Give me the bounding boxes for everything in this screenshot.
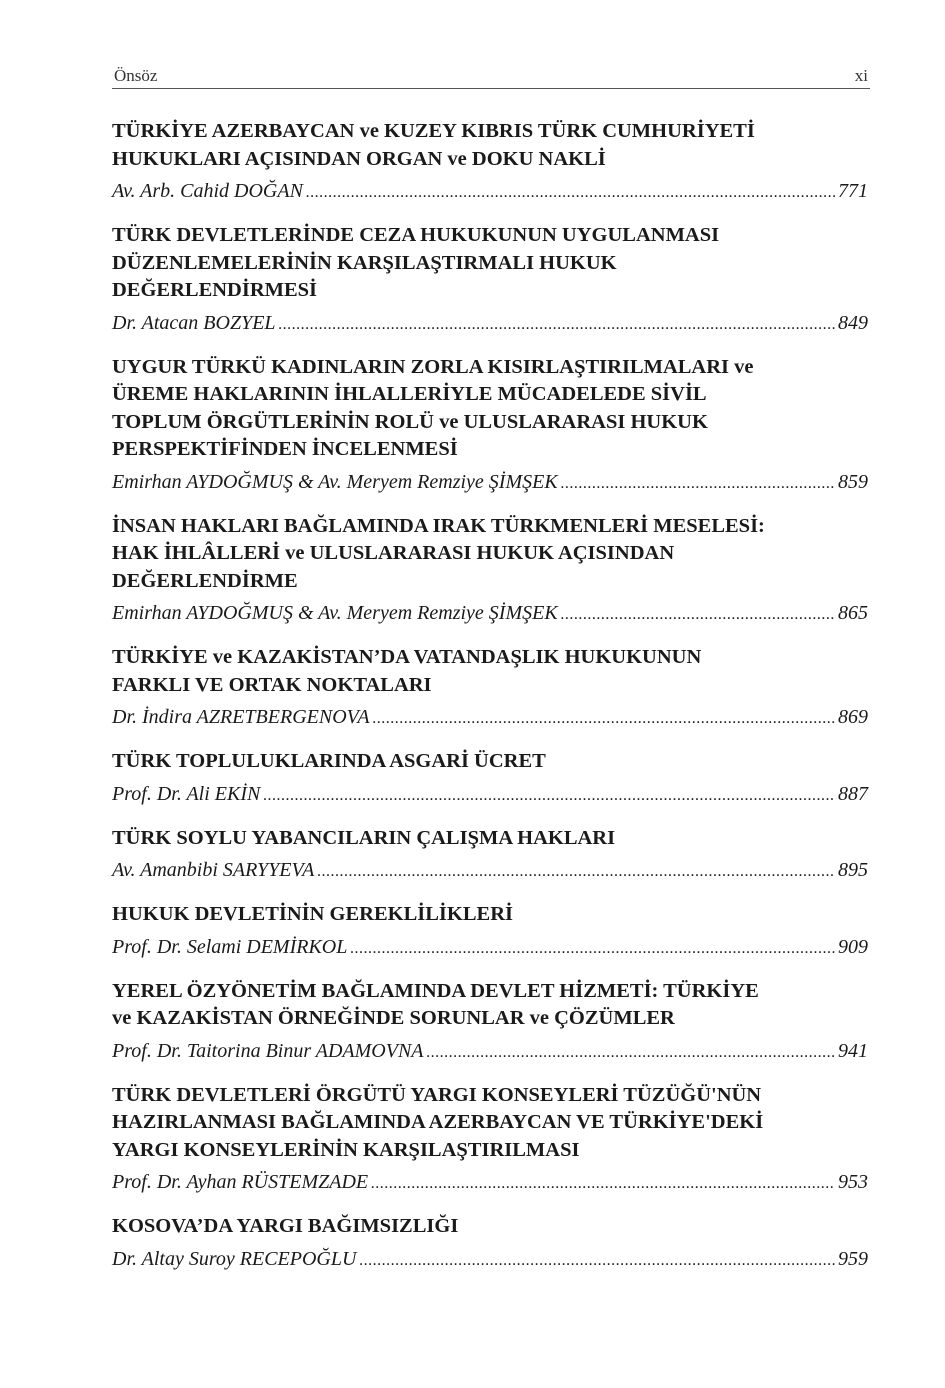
toc-entry-author-line	[112, 178, 868, 206]
dot-leader	[279, 312, 835, 338]
toc-entry-author: Prof. Dr. Ali EKİN	[112, 782, 261, 805]
toc-entry-author: Prof. Dr. Ayhan RÜSTEMZADE	[112, 1171, 369, 1193]
toc-entry-author-line	[112, 781, 868, 809]
toc-entry	[112, 118, 868, 206]
toc-entry	[112, 1213, 868, 1274]
toc-entry-page: 909	[838, 935, 868, 958]
toc-entry-title	[112, 118, 832, 173]
toc-entry-title	[112, 978, 832, 1033]
toc-entry-title-line: HUKUK DEVLETİNİN GEREKLİLİKLERİ	[112, 903, 513, 925]
toc-entry	[112, 513, 868, 629]
toc-entry-title-line: ve KAZAKİSTAN ÖRNEĞİNDE SORUNLAR ve ÇÖZÜMLER	[112, 1007, 675, 1029]
toc-entry-title-line: PERSPEKTİFİNDEN İNCELENMESİ	[112, 438, 458, 460]
dot-leader	[263, 783, 835, 809]
toc-entry-title-line: TOPLUM ÖRGÜTLERİNİN ROLÜ ve ULUSLARARASI HUKUK	[112, 410, 708, 433]
toc-entry-title	[112, 513, 832, 596]
toc-entry-title-line: TÜRK DEVLETLERİ ÖRGÜTÜ YARGI KONSEYLERİ TÜZÜĞÜ'NÜN	[112, 1083, 762, 1106]
toc-entry-title-line: ÜREME HAKLARININ İHLALLERİYLE MÜCADELEDE SİVİL	[112, 383, 707, 405]
toc-entry-author-line	[112, 1169, 868, 1197]
toc-entry	[112, 644, 868, 732]
toc-entry-author-line	[112, 857, 868, 885]
toc-entry-title	[112, 1213, 832, 1241]
toc-entry-page: 941	[838, 1039, 868, 1062]
toc-entry-author-line	[112, 600, 868, 628]
toc-entry-title	[112, 748, 832, 776]
dot-leader	[561, 602, 835, 628]
toc-entry	[112, 825, 868, 886]
toc-entry-author-line	[112, 1246, 868, 1274]
toc-entry-page: 865	[838, 602, 868, 624]
toc-entry-title-line: TÜRKİYE AZERBAYCAN ve KUZEY KIBRIS TÜRK CUMHURİYETİ	[112, 120, 755, 142]
toc-entry	[112, 978, 868, 1066]
toc-entry-title-line: FARKLI VE ORTAK NOKTALARI	[112, 673, 432, 696]
toc-entry-title-line: HAZIRLANMASI BAĞLAMINDA AZERBAYCAN VE TÜRKİYE'DEKİ	[112, 1111, 764, 1133]
toc-entry-title-line: HUKUKLARI AÇISINDAN ORGAN ve DOKU NAKLİ	[112, 147, 606, 170]
table-of-contents	[112, 118, 868, 1290]
dot-leader	[373, 706, 835, 732]
toc-entry-page: 869	[838, 706, 868, 728]
dot-leader	[561, 471, 835, 497]
dot-leader	[350, 936, 835, 962]
toc-entry-title	[112, 222, 832, 305]
dot-leader	[359, 1248, 835, 1274]
toc-entry-title-line: YARGI KONSEYLERİNİN KARŞILAŞTIRILMASI	[112, 1138, 580, 1161]
toc-entry	[112, 901, 868, 962]
dot-leader	[306, 180, 835, 206]
toc-entry-author: Emirhan AYDOĞMUŞ & Av. Meryem Remziye ŞİMŞEK	[112, 470, 558, 493]
toc-entry-author: Emirhan AYDOĞMUŞ & Av. Meryem Remziye ŞİMŞEK	[112, 602, 558, 624]
toc-entry-title-line: KOSOVA’DA YARGI BAĞIMSIZLIĞI	[112, 1215, 459, 1237]
toc-entry-page: 771	[838, 180, 868, 202]
toc-entry-title	[112, 901, 832, 929]
toc-entry-title	[112, 644, 832, 699]
toc-entry-author-line	[112, 469, 868, 497]
toc-entry-title	[112, 825, 832, 853]
toc-entry-page: 849	[838, 311, 868, 334]
toc-entry-author: Av. Amanbibi SARYYEVA	[112, 859, 315, 881]
toc-entry	[112, 1082, 868, 1198]
toc-entry	[112, 222, 868, 338]
toc-entry-title-line: UYGUR TÜRKÜ KADINLARIN ZORLA KISIRLAŞTIRILMALARI ve	[112, 355, 754, 378]
toc-entry-title	[112, 1082, 832, 1165]
toc-entry-title-line: HAK İHLÂLLERİ ve ULUSLARARASI HUKUK AÇISINDAN	[112, 542, 675, 564]
toc-entry-title-line: TÜRK DEVLETLERİNDE CEZA HUKUKUNUN UYGULANMASI	[112, 224, 720, 246]
toc-entry-author: Av. Arb. Cahid DOĞAN	[112, 180, 303, 202]
toc-entry-page: 959	[838, 1247, 868, 1270]
running-header	[112, 64, 870, 89]
toc-entry-author: Prof. Dr. Taitorina Binur ADAMOVNA	[112, 1039, 424, 1062]
toc-entry-author: Dr. Altay Suroy RECEPOĞLU	[112, 1247, 357, 1270]
toc-entry-author-line	[112, 704, 868, 732]
section-title: Önsöz	[114, 66, 158, 85]
toc-entry-author: Prof. Dr. Selami DEMİRKOL	[112, 935, 348, 958]
toc-entry-author-line	[112, 310, 868, 338]
toc-entry-page: 887	[838, 782, 868, 805]
toc-entry-title-line: DEĞERLENDİRME	[112, 569, 298, 592]
toc-entry-title-line: TÜRKİYE ve KAZAKİSTAN’DA VATANDAŞLIK HUKUKUNUN	[112, 646, 702, 668]
toc-entry	[112, 354, 868, 497]
toc-entry	[112, 748, 868, 809]
toc-entry-page: 859	[838, 470, 868, 493]
dot-leader	[371, 1171, 835, 1197]
toc-entry-title-line: DEĞERLENDİRMESİ	[112, 279, 318, 301]
dot-leader	[317, 859, 835, 885]
toc-entry-author-line	[112, 934, 868, 962]
toc-entry-author: Dr. İndira AZRETBERGENOVA	[112, 706, 370, 728]
toc-entry-author-line	[112, 1038, 868, 1066]
toc-entry-title	[112, 354, 832, 464]
toc-entry-author: Dr. Atacan BOZYEL	[112, 311, 276, 334]
dot-leader	[427, 1040, 835, 1066]
toc-entry-title-line: TÜRK SOYLU YABANCILARIN ÇALIŞMA HAKLARI	[112, 826, 616, 849]
page-number: xi	[854, 66, 868, 85]
toc-entry-title-line: İNSAN HAKLARI BAĞLAMINDA IRAK TÜRKMENLERİ MESELESİ:	[112, 514, 765, 537]
toc-entry-title-line: TÜRK TOPLULUKLARINDA ASGARİ ÜCRET	[112, 750, 546, 772]
toc-entry-title-line: DÜZENLEMELERİNİN KARŞILAŞTIRMALI HUKUK	[112, 251, 617, 274]
toc-entry-page: 953	[838, 1171, 868, 1193]
toc-entry-page: 895	[838, 859, 868, 881]
toc-entry-title-line: YEREL ÖZYÖNETİM BAĞLAMINDA DEVLET HİZMETİ: TÜRKİYE	[112, 979, 759, 1002]
